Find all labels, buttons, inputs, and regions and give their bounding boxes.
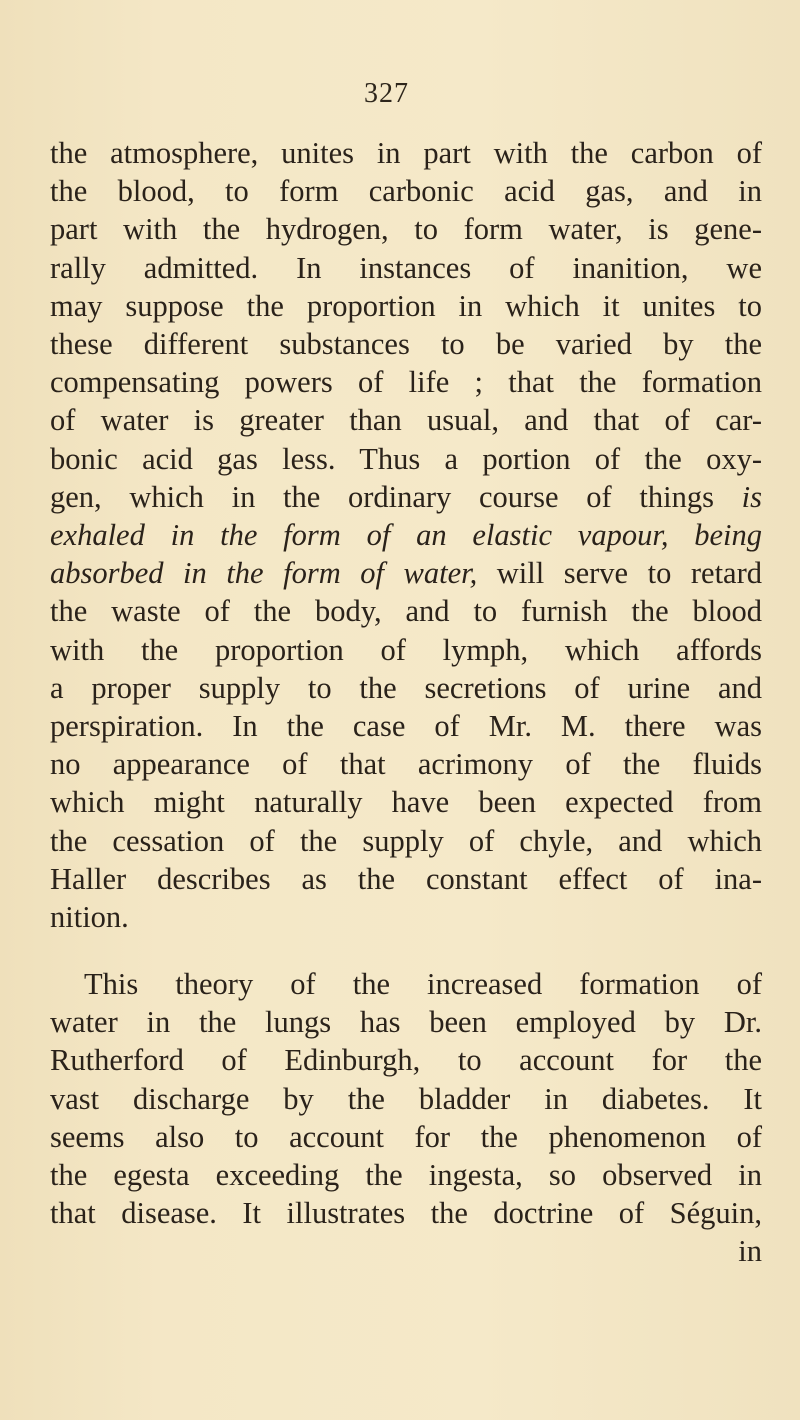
text-line: part with the hydrogen, to form water, is gene- xyxy=(50,212,762,247)
text-line: the blood, to form carbonic acid gas, and in xyxy=(50,174,762,209)
text-line: rally admitted. In instances of inanition, we xyxy=(50,250,762,285)
text-line: seems also to account for the phenomenon of xyxy=(50,1119,762,1154)
text-line: the egesta exceeding the ingesta, so observed in xyxy=(50,1158,762,1193)
text-line: This theory of the increased formation of xyxy=(84,967,762,1001)
text-line: vast discharge by the bladder in diabetes. It xyxy=(50,1081,762,1116)
text-line: bonic acid gas less. Thus a portion of the oxy- xyxy=(50,441,762,476)
text-line: Haller describes as the constant effect of ina- xyxy=(50,861,762,896)
paragraph-1 xyxy=(50,134,762,936)
text-line: these different substances to be varied by the xyxy=(50,327,762,362)
catchword: in xyxy=(738,1234,762,1269)
page-number: 327 xyxy=(364,78,409,109)
text-line: the cessation of the supply of chyle, and which xyxy=(50,823,762,858)
text-line: nition. xyxy=(50,900,129,935)
text-fragment: will serve to retard xyxy=(477,556,762,591)
text-line: a proper supply to the secretions of urine and xyxy=(50,670,762,705)
text-line: with the proportion of lymph, which affords xyxy=(50,632,762,667)
text-line: Rutherford of Edinburgh, to account for the xyxy=(50,1043,762,1078)
text-line xyxy=(50,516,762,554)
text-line: that disease. It illustrates the doctrine of Séguin, xyxy=(50,1196,762,1231)
text-line: the waste of the body, and to furnish the blood xyxy=(50,594,762,629)
italic-text: exhaled in the form of an elastic vapour, being xyxy=(50,518,762,553)
text-line: water in the lungs has been employed by Dr. xyxy=(50,1005,762,1040)
paragraph-2 xyxy=(50,965,762,1271)
italic-text: absorbed in the form of water, xyxy=(50,556,478,591)
text-line: of water is greater than usual, and that of car- xyxy=(50,403,762,438)
text-line xyxy=(50,554,762,592)
italic-text: is xyxy=(741,479,762,514)
text-line: perspiration. In the case of Mr. M. there was xyxy=(50,709,762,744)
text-line: no appearance of that acrimony of the fluids xyxy=(50,747,762,782)
text-line xyxy=(50,478,762,516)
text-line: which might naturally have been expected from xyxy=(50,785,762,820)
text-line: compensating powers of life ; that the formation xyxy=(50,365,762,400)
text-line: may suppose the proportion in which it unites to xyxy=(50,288,762,323)
text-line: the atmosphere, unites in part with the carbon of xyxy=(50,136,762,170)
text-fragment: gen, which in the ordinary course of things xyxy=(50,479,742,514)
